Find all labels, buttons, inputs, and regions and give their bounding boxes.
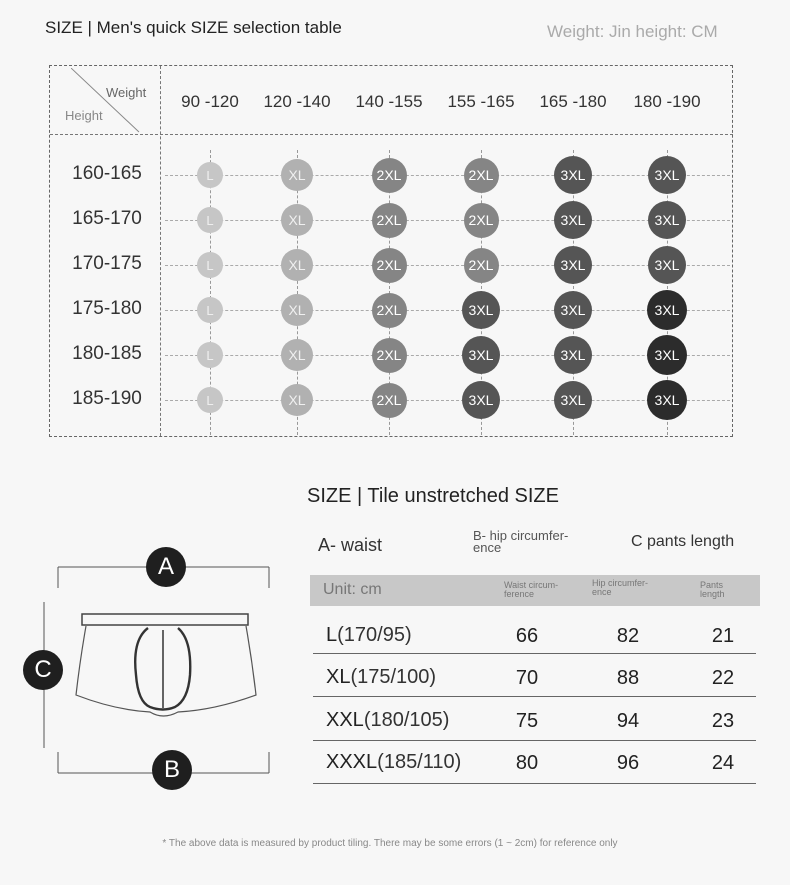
size-dot: XL	[281, 249, 313, 281]
size-dot: 3XL	[554, 201, 592, 239]
size-dot: 3XL	[462, 291, 500, 329]
size-label: XL	[326, 666, 351, 688]
length-value: 21	[711, 625, 735, 647]
hip-value: 82	[616, 625, 640, 647]
size-label: XXXL	[326, 751, 378, 773]
hip-value: 94	[616, 710, 640, 732]
height-row-header: 180-185	[72, 343, 142, 364]
size-dot: L	[197, 252, 223, 278]
mini-label-pants: Pants length	[700, 580, 725, 599]
size-dot: XL	[281, 339, 313, 371]
size-dot: 2XL	[372, 338, 407, 373]
mini-label-hip: Hip circumfer-ence	[592, 578, 649, 597]
size-dot: 2XL	[464, 203, 499, 238]
grid-row-guide	[165, 175, 730, 176]
weight-column-header: 120 -140	[263, 92, 331, 111]
waist-value: 75	[515, 710, 539, 732]
size-cell	[326, 624, 412, 647]
height-row-header: 175-180	[72, 298, 142, 319]
height-row-header: 170-175	[72, 253, 142, 274]
size-label: L	[326, 624, 338, 646]
weight-column-header: 180 -190	[633, 92, 701, 111]
size-label: XXL	[326, 709, 364, 731]
length-value: 22	[711, 667, 735, 689]
size-dot: 3XL	[647, 335, 687, 375]
size-dot: XL	[281, 384, 313, 416]
waist-value: 66	[515, 625, 539, 647]
unit-note: Weight: Jin height: CM	[547, 22, 718, 41]
grid-divider-horizontal	[50, 134, 733, 135]
size-dot: 2XL	[372, 383, 407, 418]
size-cell	[326, 666, 436, 689]
size-dot: 3XL	[554, 291, 592, 329]
size-dot: L	[197, 342, 223, 368]
size-dot: 3XL	[462, 381, 500, 419]
page-title: SIZE | Men's quick SIZE selection table	[45, 18, 342, 37]
corner-diagonal-line	[71, 68, 161, 134]
size-code: (185/110)	[377, 751, 462, 773]
hip-value: 96	[616, 752, 640, 774]
size-dot: 3XL	[647, 380, 687, 420]
length-value: 23	[711, 710, 735, 732]
size-dot: 3XL	[554, 246, 592, 284]
column-header-hip: B- hip circumfer-ence	[473, 528, 569, 555]
size-cell	[326, 709, 449, 732]
size-code: (175/100)	[350, 666, 437, 688]
column-header-length: C pants length	[631, 533, 735, 550]
size-dot: 3XL	[648, 201, 686, 239]
grid-row-guide	[165, 400, 730, 401]
row-divider	[313, 653, 756, 654]
corner-weight-label: Weight	[106, 85, 147, 100]
height-row-header: 185-190	[72, 388, 142, 409]
mini-label-waist: Waist circum-ference	[504, 580, 559, 599]
size-dot: 2XL	[464, 158, 499, 193]
height-row-header: 160-165	[72, 163, 142, 184]
corner-height-label: Height	[65, 108, 103, 123]
row-divider	[313, 783, 756, 784]
size-code: (170/95)	[337, 624, 412, 646]
badge-c: C	[23, 650, 63, 690]
size-dot: XL	[281, 159, 313, 191]
weight-column-header: 165 -180	[539, 92, 607, 111]
size-dot: 2XL	[372, 203, 407, 238]
weight-column-header: 155 -165	[447, 92, 515, 111]
size-dot: 3XL	[462, 336, 500, 374]
column-header-waist: A- waist	[318, 535, 383, 555]
row-divider	[313, 740, 756, 741]
size-dot: L	[197, 162, 223, 188]
size-dot: L	[197, 297, 223, 323]
size-dot: 2XL	[372, 248, 407, 283]
weight-column-header: 90 -120	[181, 92, 239, 111]
badge-b: B	[152, 750, 192, 790]
grid-row-guide	[165, 355, 730, 356]
measurement-title: SIZE | Tile unstretched SIZE	[307, 485, 559, 507]
waist-value: 70	[515, 667, 539, 689]
length-value: 24	[711, 752, 735, 774]
size-dot: 3XL	[554, 381, 592, 419]
size-dot: 3XL	[647, 290, 687, 330]
size-dot: XL	[281, 294, 313, 326]
size-dot: L	[197, 207, 223, 233]
size-dot: 2XL	[372, 158, 407, 193]
size-dot: 3XL	[648, 246, 686, 284]
hip-value: 88	[616, 667, 640, 689]
size-dot: 2XL	[372, 293, 407, 328]
height-row-header: 165-170	[72, 208, 142, 229]
badge-a: A	[146, 547, 186, 587]
footnote: * The above data is measured by product tiling. There may be some errors (1 ~ 2cm) for reference only	[162, 838, 618, 849]
weight-column-header: 140 -155	[355, 92, 423, 111]
size-dot: L	[197, 387, 223, 413]
grid-row-guide	[165, 310, 730, 311]
size-code: (180/105)	[363, 709, 450, 731]
size-dot: 3XL	[554, 336, 592, 374]
waist-value: 80	[515, 752, 539, 774]
size-dot: 2XL	[464, 248, 499, 283]
grid-row-guide	[165, 265, 730, 266]
size-dot: 3XL	[648, 156, 686, 194]
unit-label: Unit: cm	[323, 581, 382, 598]
grid-row-guide	[165, 220, 730, 221]
size-dot: XL	[281, 204, 313, 236]
size-cell	[326, 751, 461, 774]
row-divider	[313, 696, 756, 697]
size-dot: 3XL	[554, 156, 592, 194]
